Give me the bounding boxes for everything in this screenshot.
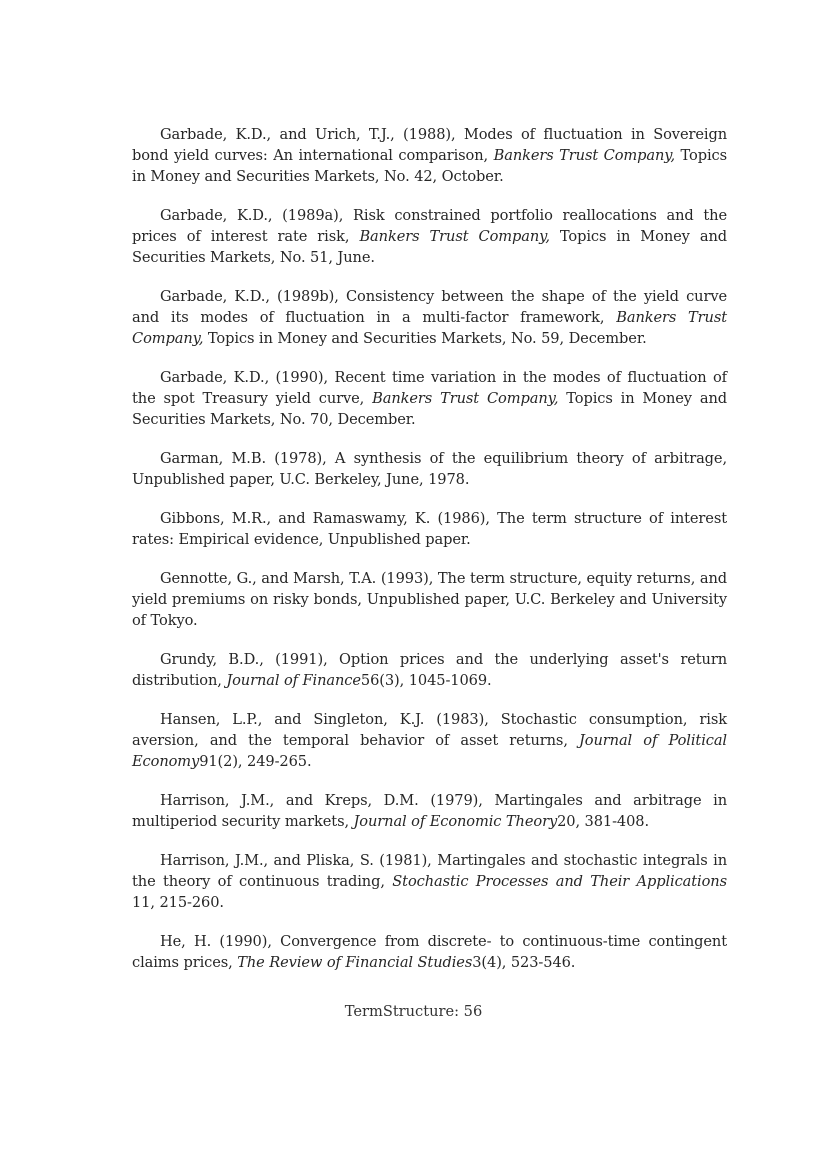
reference-text: Garbade, K.D., (1990), Recent time variation in the modes of fluctuation of the spot Treasury yield curve, [132, 369, 727, 407]
reference-journal: Bankers Trust Company, [359, 228, 550, 245]
page-footer: TermStructure: 56 [344, 1003, 483, 1020]
reference-details: 91(2), 249-265. [199, 753, 312, 770]
reference-details: 56(3), 1045-1069. [360, 672, 492, 689]
reference-gibbons-ramaswamy-1986 [132, 508, 727, 550]
reference-details: Topics in Money and Securities Markets, No. 59, December. [203, 330, 647, 347]
reference-text: Gennotte, G., and Marsh, T.A. (1993), The term structure, equity returns, and yield premiums on risky bonds, Unpublished paper, U.C. Berkeley and University of Tokyo. [132, 570, 727, 629]
reference-text: Harrison, J.M., and Kreps, D.M. (1979), Martingales and arbitrage in multiperiod security markets, [132, 792, 727, 830]
reference-journal: The Review of Financial Studies [237, 954, 473, 971]
reference-text: Garman, M.B. (1978), A synthesis of the equilibrium theory of arbitrage, Unpublished paper, U.C. Berkeley, June, 1978. [132, 450, 727, 488]
reference-garman-1978 [132, 448, 727, 490]
reference-garbade-urich-1988 [132, 124, 727, 187]
reference-journal: Journal of Finance [226, 672, 361, 689]
reference-list [132, 124, 727, 991]
reference-harrison-pliska-1981 [132, 850, 727, 913]
reference-hansen-singleton-1983 [132, 709, 727, 772]
reference-details: 20, 381-408. [557, 813, 650, 830]
reference-journal: Journal of Economic Theory [353, 813, 558, 830]
reference-journal: Bankers Trust Company, [132, 309, 727, 347]
reference-he-1990 [132, 931, 727, 973]
reference-journal: Bankers Trust Company, [372, 390, 559, 407]
reference-text: Grundy, B.D., (1991), Option prices and the underlying asset's return distribution, [132, 651, 727, 689]
reference-grundy-1991 [132, 649, 727, 691]
reference-garbade-1990 [132, 367, 727, 430]
reference-journal: Bankers Trust Company, [493, 147, 676, 164]
reference-journal: Journal of Political Economy [132, 732, 727, 770]
reference-details: 11, 215-260. [132, 894, 224, 911]
reference-harrison-kreps-1979 [132, 790, 727, 832]
reference-text: Garbade, K.D., (1989b), Consistency between the shape of the yield curve and its modes of fluctuation in a multi-factor framework, [132, 288, 727, 326]
reference-garbade-1989a [132, 205, 727, 268]
reference-text: Hansen, L.P., and Singleton, K.J. (1983), Stochastic consumption, risk aversion, and the temporal behavior of asset returns, [132, 711, 727, 749]
reference-text: Garbade, K.D., (1989a), Risk constrained portfolio reallocations and the prices of interest rate risk, [132, 207, 727, 245]
reference-garbade-1989b [132, 286, 727, 349]
reference-details: Topics in Money and Securities Markets, No. 51, June. [132, 228, 727, 266]
reference-text: Harrison, J.M., and Pliska, S. (1981), Martingales and stochastic integrals in the theory of continuous trading, [132, 852, 727, 890]
reference-gennotte-marsh-1993 [132, 568, 727, 631]
reference-journal: Stochastic Processes and Their Applications [392, 873, 727, 890]
reference-details: Topics in Money and Securities Markets, No. 70, December. [132, 390, 727, 428]
reference-text: Gibbons, M.R., and Ramaswamy, K. (1986), The term structure of interest rates: Empirical evidence, Unpublished paper. [132, 510, 727, 548]
reference-details: 3(4), 523-546. [472, 954, 576, 971]
reference-text: He, H. (1990), Convergence from discrete- to continuous-time contingent claims prices, [132, 933, 727, 971]
reference-text: Garbade, K.D., and Urich, T.J., (1988), Modes of fluctuation in Sovereign bond yield curves: An international comparison, [132, 126, 727, 164]
reference-details: Topics in Money and Securities Markets, No. 42, October. [132, 147, 727, 185]
